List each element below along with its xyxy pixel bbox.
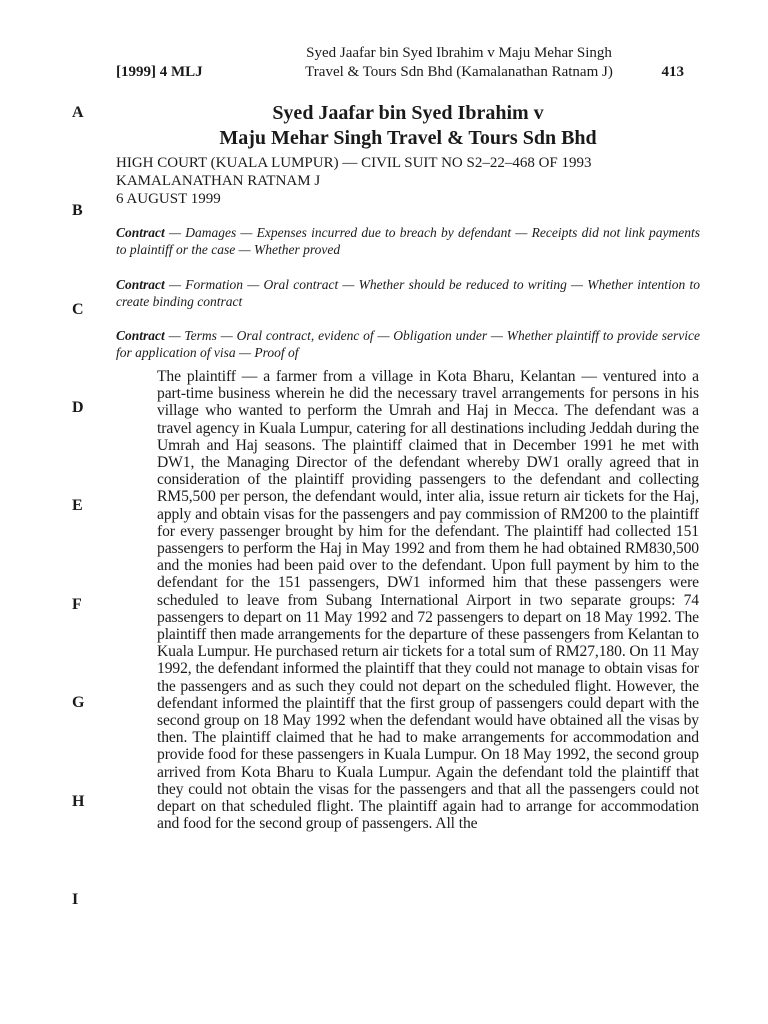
catchword-subject: Contract <box>116 328 165 343</box>
running-head-title-line: Syed Jaafar bin Syed Ibrahim v Maju Mehar Singh <box>306 45 612 61</box>
case-title <box>116 101 700 151</box>
margin-letter-c: C <box>72 301 84 318</box>
running-head-title <box>274 44 644 82</box>
margin-letter-e: E <box>72 497 83 514</box>
catchword-text: — Terms — Oral contract, evidenc of — Obligation under — Whether plaintiff to provide service for application of visa — Proof of <box>116 328 700 360</box>
margin-letter-d: D <box>72 399 84 416</box>
report-citation: [1999] 4 MLJ <box>116 64 203 80</box>
margin-letter-h: H <box>72 793 85 810</box>
judge-name: KAMALANATHAN RATNAM J <box>116 173 321 189</box>
margin-letter-i: I <box>72 891 79 908</box>
margin-letter-b: B <box>72 202 83 219</box>
case-title-line: Maju Mehar Singh Travel & Tours Sdn Bhd <box>219 127 597 149</box>
catchword-subject: Contract <box>116 225 165 240</box>
margin-letter-g: G <box>72 694 85 711</box>
court-and-suit-number: HIGH COURT (KUALA LUMPUR) — CIVIL SUIT NO S2–22–468 OF 1993 <box>116 155 592 171</box>
catchword-entry <box>116 327 700 361</box>
catchword-text: — Formation — Oral contract — Whether should be reduced to writing — Whether intention to create binding contract <box>116 277 700 309</box>
catchword-entry <box>116 224 700 258</box>
catchword-subject: Contract <box>116 277 165 292</box>
margin-letter-f: F <box>72 596 82 613</box>
court-details <box>116 154 700 208</box>
catchword-entry <box>116 276 700 310</box>
running-head <box>116 44 700 84</box>
page-number: 413 <box>661 64 684 80</box>
headnote-body: The plaintiff — a farmer from a village in Kota Bharu, Kelantan — ventured into a part-time business wherein he did the necessary travel arrangements for persons in his village who wanted to perform the Umrah and Haj in Mecca. The defendant was a travel agency in Kuala Lumpur, catering for all destinations including Jeddah during the Umrah and Haj seasons. The plaintiff claimed that in December 1991 he met with DW1, the Managing Director of the defendant whereby DW1 orally agreed that in consideration of the plaintiff providing passengers to the defendant and collecting RM5,500 per person, the defendant would, inter alia, issue return air tickets for the Haj, apply and obtain visas for the passengers and pay commission of RM200 to the plaintiff for every passenger brought by him for the defendant. The plaintiff had collected 151 passengers to perform the Haj in May 1992 and from them he had obtained RM830,500 and the monies had been paid over to the defendant. Upon full payment by him to the defendant for the 151 passengers, DW1 informed him that these passengers were scheduled to leave from Subang International Airport in two separate groups: 74 passengers to depart on 11 May 1992 and 72 passengers to depart on 18 May 1992. The plaintiff then made arrangements for the departure of these passengers from Kelantan to Kuala Lumpur. He purchased return air tickets for a total sum of RM27,180. On 11 May 1992, the defendant informed the plaintiff that they could not manage to obtain visas for the passengers and as such they could not depart on the scheduled flight. However, the defendant informed the plaintiff that the first group of passengers could depart with the second group on 18 May 1992 when the defendant would have obtained all the visas by then. The plaintiff claimed that he had to make arrangements for accommodation and provide food for these passengers in Kuala Lumpur. On 18 May 1992, the second group arrived from Kota Bharu to Kuala Lumpur. Again the defendant told the plaintiff that they could not obtain the visas for the passengers and that all the passengers could not depart on that scheduled flight. The plaintiff again had to arrange for accommodation and food for the second group of passengers. All the <box>157 368 699 833</box>
running-head-title-line: Travel & Tours Sdn Bhd (Kamalanathan Ratnam J) <box>305 64 613 80</box>
catchword-text: — Damages — Expenses incurred due to breach by defendant — Receipts did not link payments to plaintiff or the case — Whether proved <box>116 225 700 257</box>
judgment-date: 6 AUGUST 1999 <box>116 191 221 207</box>
case-title-line: Syed Jaafar bin Syed Ibrahim v <box>272 102 544 124</box>
margin-letter-a: A <box>72 104 84 121</box>
